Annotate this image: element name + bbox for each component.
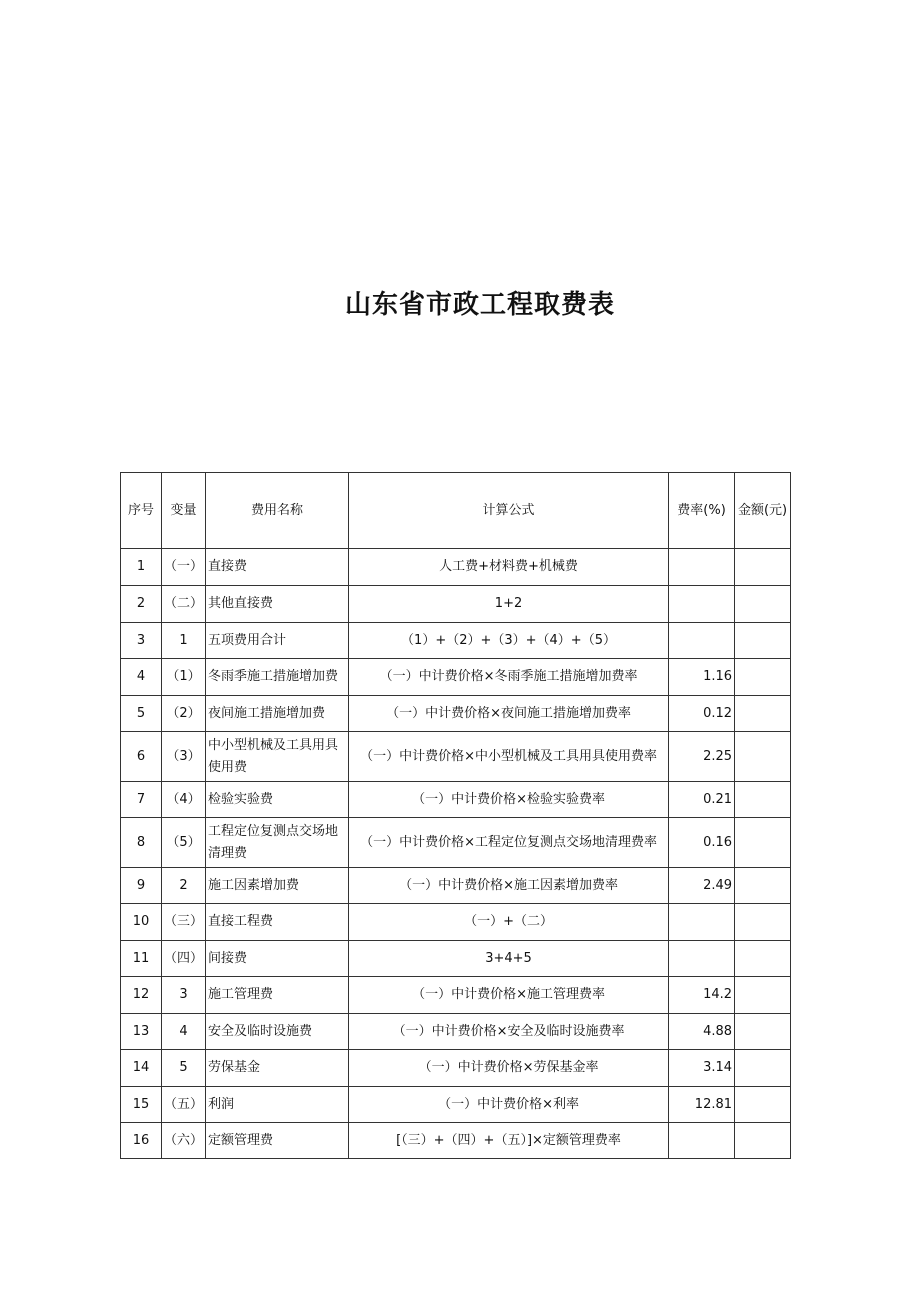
row-amount	[735, 696, 791, 732]
row-rate: 4.88	[669, 1014, 735, 1050]
row-number: 16	[121, 1123, 162, 1159]
table-row	[121, 782, 791, 818]
row-formula: （一）中计费价格×检验实验费率	[349, 782, 669, 818]
row-amount	[735, 941, 791, 977]
row-fee-name: 五项费用合计	[206, 623, 349, 659]
table-row	[121, 586, 791, 623]
row-number: 14	[121, 1050, 162, 1087]
row-formula: （一）中计费价格×工程定位复测点交场地清理费率	[349, 818, 669, 868]
row-formula: （一）中计费价格×安全及临时设施费率	[349, 1014, 669, 1050]
fee-table	[120, 472, 791, 1159]
table-row	[121, 1014, 791, 1050]
row-fee-name: 直接费	[206, 549, 349, 586]
table-row	[121, 941, 791, 977]
row-amount	[735, 818, 791, 868]
row-fee-name: 工程定位复测点交场地清理费	[206, 818, 349, 868]
row-fee-name: 中小型机械及工具用具使用费	[206, 732, 349, 782]
row-variable: （六）	[162, 1123, 206, 1159]
table-row	[121, 904, 791, 941]
row-rate: 3.14	[669, 1050, 735, 1087]
row-rate: 0.12	[669, 696, 735, 732]
table-row	[121, 1123, 791, 1159]
row-fee-name: 间接费	[206, 941, 349, 977]
row-rate	[669, 623, 735, 659]
row-number: 7	[121, 782, 162, 818]
table-row	[121, 696, 791, 732]
row-rate: 1.16	[669, 659, 735, 696]
row-variable: 4	[162, 1014, 206, 1050]
table-row	[121, 549, 791, 586]
row-fee-name: 其他直接费	[206, 586, 349, 623]
table-row	[121, 659, 791, 696]
row-fee-name: 施工管理费	[206, 977, 349, 1014]
header-rate: 费率(%)	[669, 473, 735, 549]
row-rate	[669, 586, 735, 623]
document-title: 山东省市政工程取费表	[344, 290, 615, 320]
row-amount	[735, 1050, 791, 1087]
row-number: 2	[121, 586, 162, 623]
row-variable: （1）	[162, 659, 206, 696]
row-formula: （一）+（二）	[349, 904, 669, 941]
row-rate	[669, 941, 735, 977]
row-variable: （一）	[162, 549, 206, 586]
row-number: 11	[121, 941, 162, 977]
row-number: 1	[121, 549, 162, 586]
row-rate: 2.49	[669, 868, 735, 904]
table-row	[121, 868, 791, 904]
row-number: 3	[121, 623, 162, 659]
row-formula: 人工费+材料费+机械费	[349, 549, 669, 586]
row-variable: （四）	[162, 941, 206, 977]
row-fee-name: 安全及临时设施费	[206, 1014, 349, 1050]
row-fee-name: 定额管理费	[206, 1123, 349, 1159]
row-amount	[735, 586, 791, 623]
row-formula: （一）中计费价格×冬雨季施工措施增加费率	[349, 659, 669, 696]
row-amount	[735, 868, 791, 904]
row-variable: （二）	[162, 586, 206, 623]
row-formula: [（三）+（四）+（五）]×定额管理费率	[349, 1123, 669, 1159]
row-formula: （一）中计费价格×利率	[349, 1087, 669, 1123]
row-variable: （2）	[162, 696, 206, 732]
row-variable: 2	[162, 868, 206, 904]
table-row	[121, 623, 791, 659]
table-row	[121, 1050, 791, 1087]
header-variable: 变量	[162, 473, 206, 549]
row-number: 5	[121, 696, 162, 732]
row-number: 12	[121, 977, 162, 1014]
row-number: 8	[121, 818, 162, 868]
header-fee-name: 费用名称	[206, 473, 349, 549]
row-rate	[669, 904, 735, 941]
row-amount	[735, 549, 791, 586]
row-amount	[735, 732, 791, 782]
row-formula: （一）中计费价格×中小型机械及工具用具使用费率	[349, 732, 669, 782]
row-amount	[735, 1087, 791, 1123]
row-formula: （一）中计费价格×夜间施工措施增加费率	[349, 696, 669, 732]
row-rate	[669, 1123, 735, 1159]
row-variable: 5	[162, 1050, 206, 1087]
row-fee-name: 利润	[206, 1087, 349, 1123]
row-amount	[735, 1014, 791, 1050]
row-amount	[735, 623, 791, 659]
row-formula: （一）中计费价格×劳保基金率	[349, 1050, 669, 1087]
row-fee-name: 冬雨季施工措施增加费	[206, 659, 349, 696]
header-no: 序号	[121, 473, 162, 549]
row-rate: 2.25	[669, 732, 735, 782]
row-fee-name: 检验实验费	[206, 782, 349, 818]
table-row	[121, 732, 791, 782]
row-rate: 0.16	[669, 818, 735, 868]
row-amount	[735, 782, 791, 818]
row-rate: 14.2	[669, 977, 735, 1014]
row-variable: （5）	[162, 818, 206, 868]
row-amount	[735, 904, 791, 941]
row-fee-name: 劳保基金	[206, 1050, 349, 1087]
row-number: 13	[121, 1014, 162, 1050]
row-rate: 0.21	[669, 782, 735, 818]
row-variable: （五）	[162, 1087, 206, 1123]
table-row	[121, 1087, 791, 1123]
row-number: 9	[121, 868, 162, 904]
header-amount: 金额(元)	[735, 473, 791, 549]
table-row	[121, 977, 791, 1014]
row-number: 10	[121, 904, 162, 941]
row-formula: 3+4+5	[349, 941, 669, 977]
row-rate: 12.81	[669, 1087, 735, 1123]
row-variable: 1	[162, 623, 206, 659]
row-formula: （一）中计费价格×施工管理费率	[349, 977, 669, 1014]
row-formula: （1）+（2）+（3）+（4）+（5）	[349, 623, 669, 659]
table-header-row	[121, 473, 791, 549]
row-formula: （一）中计费价格×施工因素增加费率	[349, 868, 669, 904]
row-fee-name: 夜间施工措施增加费	[206, 696, 349, 732]
table-row	[121, 818, 791, 868]
row-variable: （3）	[162, 732, 206, 782]
row-amount	[735, 1123, 791, 1159]
row-variable: （4）	[162, 782, 206, 818]
row-number: 15	[121, 1087, 162, 1123]
row-fee-name: 直接工程费	[206, 904, 349, 941]
row-number: 6	[121, 732, 162, 782]
row-fee-name: 施工因素增加费	[206, 868, 349, 904]
header-formula: 计算公式	[349, 473, 669, 549]
row-rate	[669, 549, 735, 586]
row-number: 4	[121, 659, 162, 696]
row-formula: 1+2	[349, 586, 669, 623]
row-variable: （三）	[162, 904, 206, 941]
row-amount	[735, 659, 791, 696]
row-variable: 3	[162, 977, 206, 1014]
row-amount	[735, 977, 791, 1014]
